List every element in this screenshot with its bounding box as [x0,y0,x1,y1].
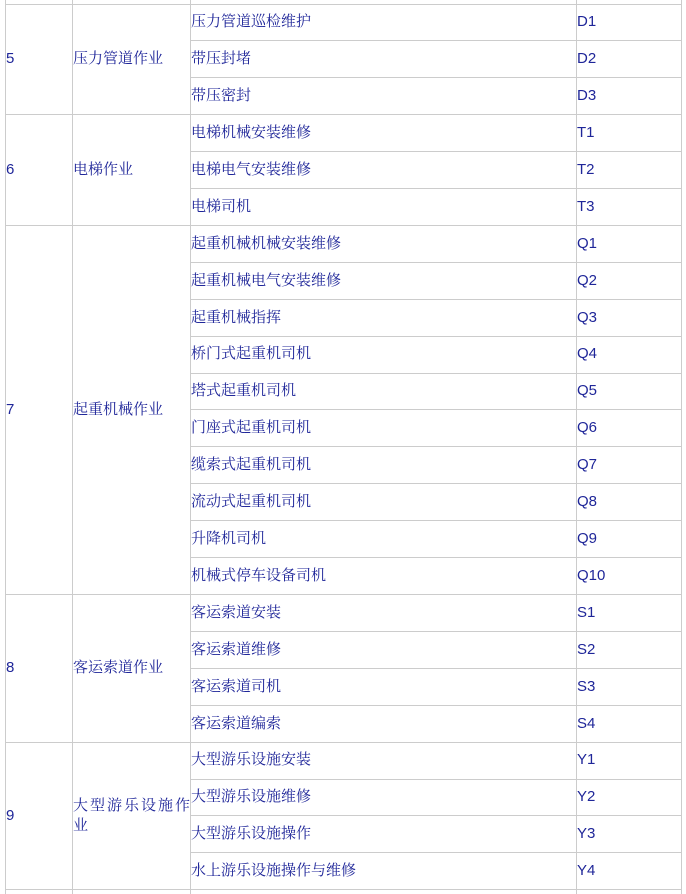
table-row [6,595,682,632]
item-code-cell: Q10 [577,558,682,595]
table-row [6,4,682,41]
item-code-cell: Q2 [577,262,682,299]
item-code-cell: Q6 [577,410,682,447]
item-code-cell: S2 [577,631,682,668]
item-code-cell: Q1 [577,225,682,262]
table-row [6,225,682,262]
item-name-cell: 客运索道维修 [191,631,577,668]
item-code-cell: Y1 [577,742,682,779]
item-name-cell: 大型游乐设施安装 [191,742,577,779]
category-cell: 电梯作业 [73,115,191,226]
item-code-cell: Q4 [577,336,682,373]
item-name-cell: 大型游乐设施操作 [191,816,577,853]
category-cell: 大型游乐设施作业 [73,742,191,890]
row-number-cell: 8 [6,595,73,743]
item-code-cell: Y4 [577,853,682,890]
item-name-cell: 客运索道安装 [191,595,577,632]
item-code-cell: Q9 [577,521,682,558]
item-code-cell: T2 [577,152,682,189]
item-name-cell: 大型游乐设施维修 [191,779,577,816]
special-equipment-operations-table [5,0,682,894]
row-number-cell: 9 [6,742,73,890]
item-name-cell: 缆索式起重机司机 [191,447,577,484]
item-name-cell: 起重机械电气安装维修 [191,262,577,299]
item-code-cell: Q8 [577,484,682,521]
item-code-cell: Q5 [577,373,682,410]
item-code-cell: Y3 [577,816,682,853]
item-name-cell: 塔式起重机司机 [191,373,577,410]
item-code-cell: Q3 [577,299,682,336]
partial-cell [6,890,73,894]
item-name-cell: 电梯机械安装维修 [191,115,577,152]
item-code-cell: S3 [577,668,682,705]
item-code-cell: T3 [577,189,682,226]
item-name-cell: 流动式起重机司机 [191,484,577,521]
item-name-cell: 客运索道编索 [191,705,577,742]
partial-cell [73,890,191,894]
partial-cell [191,890,577,894]
table-row [6,742,682,779]
item-code-cell: Y2 [577,779,682,816]
item-code-cell: D1 [577,4,682,41]
item-name-cell: 电梯电气安装维修 [191,152,577,189]
item-name-cell: 门座式起重机司机 [191,410,577,447]
item-name-cell: 带压封堵 [191,41,577,78]
partial-row-bottom [6,890,682,894]
item-name-cell: 电梯司机 [191,189,577,226]
item-name-cell: 压力管道巡检维护 [191,4,577,41]
item-code-cell: S1 [577,595,682,632]
item-name-cell: 机械式停车设备司机 [191,558,577,595]
category-cell: 客运索道作业 [73,595,191,743]
item-name-cell: 升降机司机 [191,521,577,558]
row-number-cell: 7 [6,225,73,594]
table-body [6,0,682,894]
row-number-cell: 5 [6,4,73,115]
item-name-cell: 起重机械机械安装维修 [191,225,577,262]
item-name-cell: 桥门式起重机司机 [191,336,577,373]
row-number-cell: 6 [6,115,73,226]
category-cell: 压力管道作业 [73,4,191,115]
item-name-cell: 客运索道司机 [191,668,577,705]
item-name-cell: 水上游乐设施操作与维修 [191,853,577,890]
partial-cell [577,890,682,894]
item-name-cell: 带压密封 [191,78,577,115]
item-code-cell: D3 [577,78,682,115]
item-name-cell: 起重机械指挥 [191,299,577,336]
table-row [6,115,682,152]
item-code-cell: S4 [577,705,682,742]
category-cell: 起重机械作业 [73,225,191,594]
item-code-cell: Q7 [577,447,682,484]
item-code-cell: T1 [577,115,682,152]
item-code-cell: D2 [577,41,682,78]
